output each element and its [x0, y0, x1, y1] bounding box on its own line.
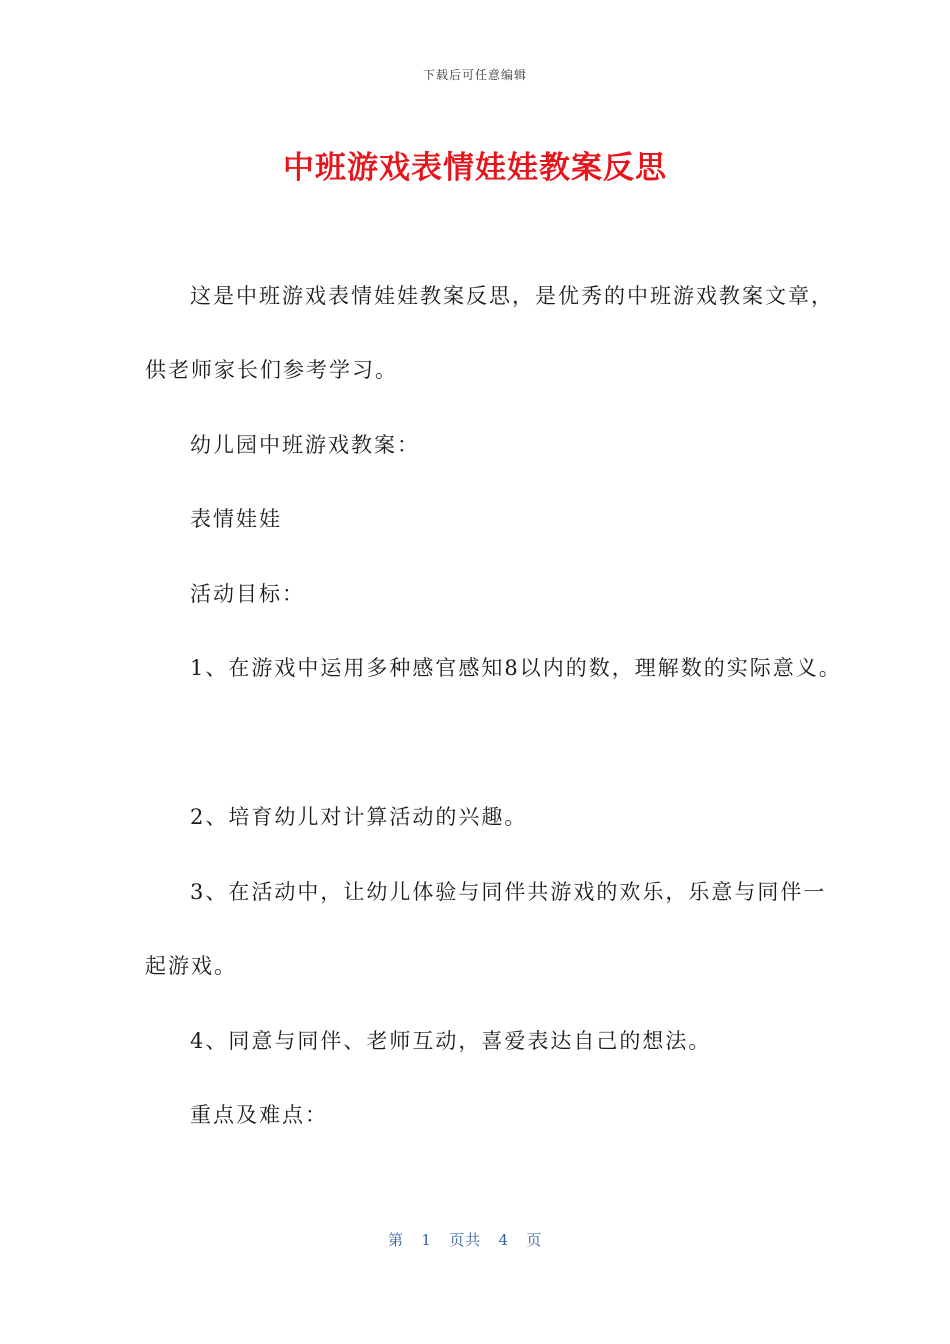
- goal-item-2: 2、培育幼儿对计算活动的兴趣。: [190, 805, 528, 829]
- page-total: 4: [498, 1231, 510, 1249]
- page-suffix: 页: [526, 1231, 543, 1249]
- header-note: 下载后可任意编辑: [422, 68, 527, 82]
- page-middle: 页共: [449, 1231, 482, 1249]
- paragraph-activity-name: 表情娃娃: [190, 507, 282, 531]
- paragraph-plan-heading: 幼儿园中班游戏教案：: [190, 433, 420, 457]
- paragraph-goals-heading: 活动目标：: [190, 582, 305, 606]
- goal-item-3-continued: 起游戏。: [145, 954, 237, 978]
- goal-item-3: 3、在活动中，让幼儿体验与同伴共游戏的欢乐，乐意与同伴一: [190, 880, 827, 904]
- page-current: 1: [421, 1231, 432, 1249]
- paragraph-key-points-heading: 重点及难点：: [190, 1103, 328, 1127]
- goal-item-1: 1、在游戏中运用多种感官感知8以内的数，理解数的实际意义。: [190, 656, 842, 680]
- page-prefix: 第: [388, 1231, 405, 1249]
- document-title: 中班游戏表情娃娃教案反思: [283, 150, 667, 186]
- goal-item-4: 4、同意与同伴、老师互动，喜爱表达自己的想法。: [190, 1029, 712, 1053]
- paragraph-intro: 这是中班游戏表情娃娃教案反思，是优秀的中班游戏教案文章，: [190, 284, 834, 308]
- page-footer: [388, 1229, 542, 1250]
- paragraph-intro-continued: 供老师家长们参考学习。: [145, 358, 398, 382]
